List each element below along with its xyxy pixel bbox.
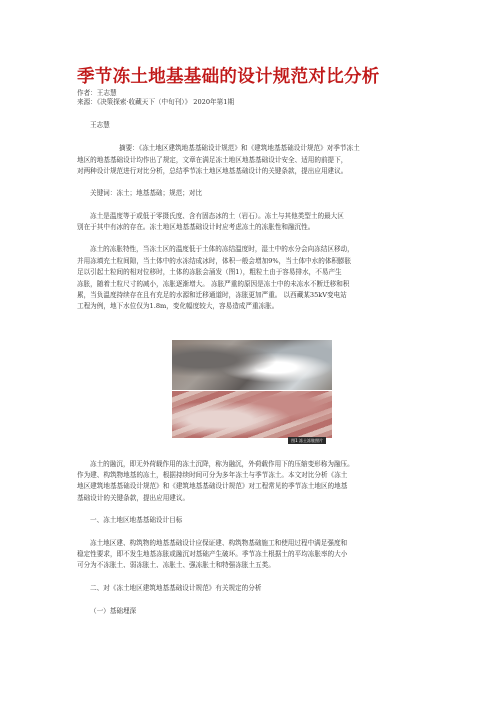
- subsection-heading-2-1: （一）基础埋深: [90, 607, 137, 615]
- figure-caption: 图1 冻土冻胀照片: [288, 437, 326, 444]
- thaw-paragraph-line: 作为建、构筑物地基的冻土，根据持续时间可分为多年冻土与季节冻土。本文对比分析《冻土: [77, 471, 348, 479]
- author-name: 王志慧: [90, 121, 110, 129]
- section-heading-1: 一、冻土地区地基基础设计目标: [90, 516, 183, 524]
- keywords: 关键词：冻土；地基基础；规范；对比: [90, 189, 203, 197]
- source-line: 来源：《决策探索·收藏天下（中旬刊）》 2020年第1期: [77, 98, 235, 106]
- abstract-line: 地区的地基基础设计均作出了规定，文章在满足冻土地区地基基础设计安全、适用的前提下，: [77, 156, 348, 164]
- frost-paragraph-line: 冻土的冻胀特性，当冻土区的温度低于土体的冻结温度时，湿土中的水分会向冻结区移动，: [90, 245, 354, 253]
- intro-line: 冻土是温度等于或低于零摄氏度、含有固态冰的土（岩石）。冻土与其他类型土的最大区: [90, 212, 344, 220]
- goal-paragraph-line: 稳定性要求，即不发生地基冻胀或融沉对基础产生破坏。季节冻土根据土的平均冻胀率的大小: [77, 550, 348, 558]
- author-line: 作者：王志慧: [77, 89, 117, 97]
- goal-paragraph-line: 冻土地区建、构筑物的地基基础设计应保证建、构筑物基础施工和使用过程中满足强度和: [90, 539, 348, 547]
- frost-heave-figure: [172, 340, 332, 444]
- frozen-soil-photo-top: [172, 340, 332, 390]
- intro-line: 别在于其中有冰的存在。冻土地区地基基础设计时应考虑冻土的冻胀性和融沉性。: [77, 223, 315, 231]
- thaw-paragraph-line: 基础设计的关键条款，提出应用建议。: [77, 494, 190, 502]
- frost-paragraph-line: 足以引起土粒间的相对位移时，土体的冻胀会涌发（图1），粗粒土由于容易排水，不易产生: [77, 268, 342, 276]
- section-heading-2: 二、对《冻土地区建筑地基基础设计规范》有关规定的分析: [90, 584, 262, 592]
- thaw-paragraph-line: 冻土的融沉，即无外荷载作用的冻土沉降，称为融沉，外荷载作用下的压缩变形称为融压。: [90, 460, 354, 468]
- frost-paragraph-line: 并用冻填充土粒间隙，当土体中的水冻结成冰时，体积一般会增加9%，当土体中水的体积膨胀: [77, 257, 352, 265]
- abstract-line: 对两种设计规范进行对比分析，总结季节冻土地区地基基础设计的关键条款，提出应用建议。: [77, 167, 348, 175]
- frost-paragraph-line: 冻胀，随着土粒尺寸的减小，冻胀逐渐增大。 冻胀严重的原因是冻土中的未冻水不断迁移和积: [77, 280, 350, 288]
- document-title: 季节冻土地基基础的设计规范对比分析: [77, 67, 380, 87]
- abstract-line: 摘要：《冻土地区建筑地基基础设计规范》和《建筑地基基础设计规范》对季节冻土: [119, 144, 360, 152]
- frozen-soil-photo-bottom: [172, 391, 332, 438]
- thaw-paragraph-line: 地区建筑地基基础设计规范》和《建筑地基基础设计规范》对工程常见的季节冻土地区的地基: [77, 482, 348, 490]
- goal-paragraph-line: 可分为不冻胀土、弱冻胀土、冻胀土、强冻胀土和特强冻胀土五类。: [77, 561, 275, 569]
- frost-paragraph-line: 累，当负温度持续存在且有充足的水源和迁移通道时，冻胀更加严重。 以西藏某35kV变电站: [77, 291, 347, 299]
- frost-paragraph-line: 工程为例，地下水位仅为1.8m，变化幅度较大，容易造成严重冻胀。: [77, 302, 279, 310]
